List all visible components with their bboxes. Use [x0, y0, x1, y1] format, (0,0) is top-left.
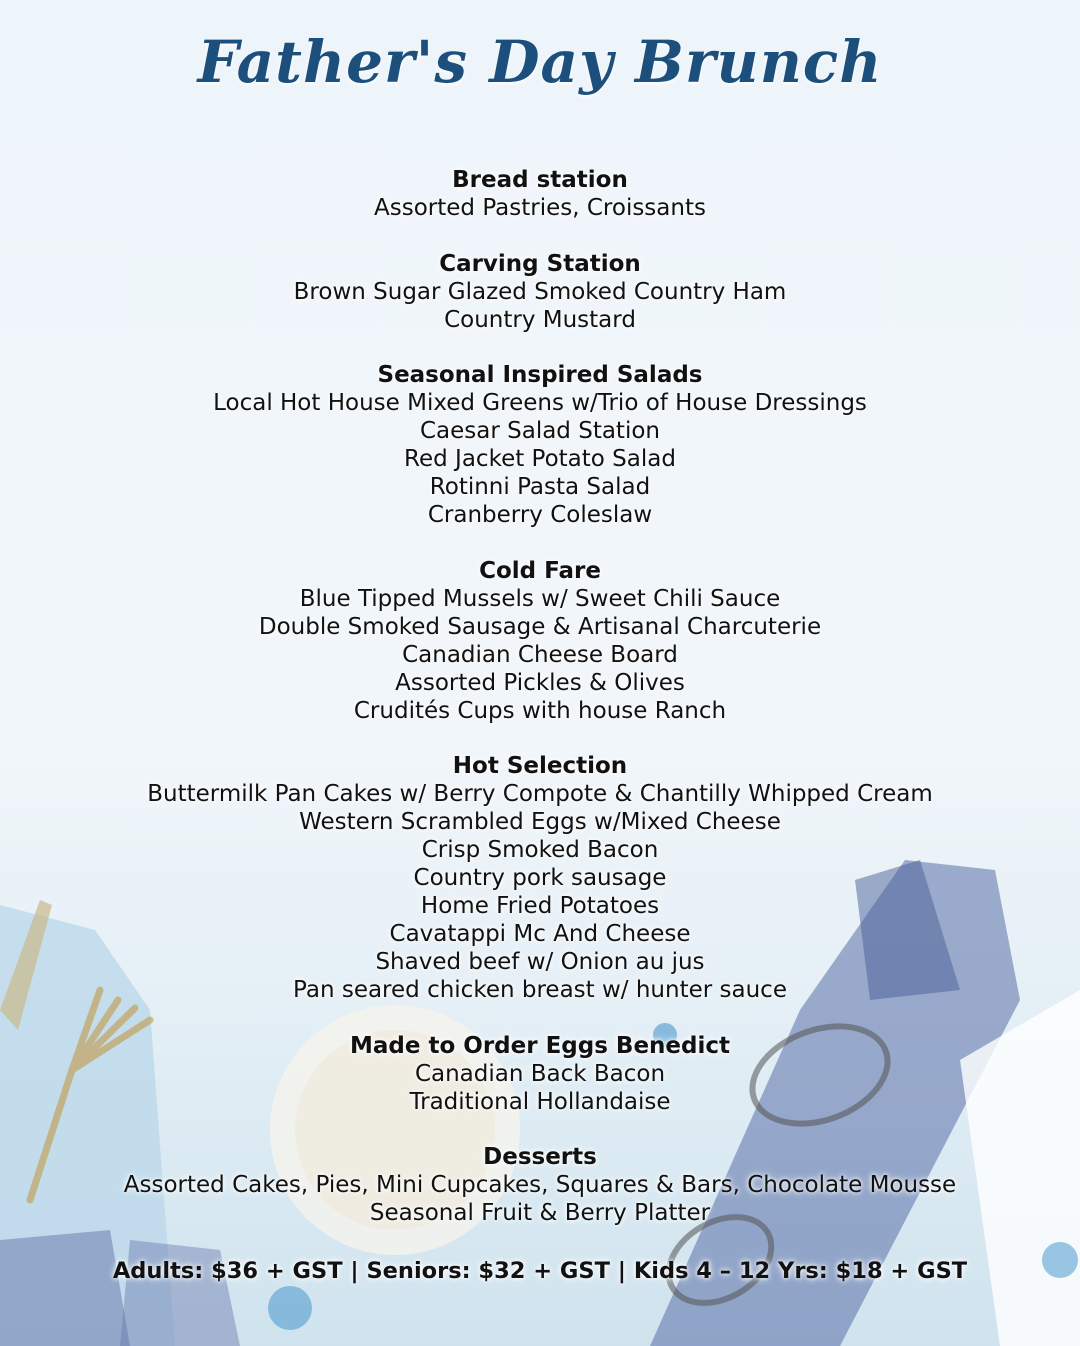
menu-item: Pan seared chicken breast w/ hunter sauce [293, 977, 787, 1003]
menu-item: Crudités Cups with house Ranch [353, 697, 727, 724]
menu-item: Cranberry Coleslaw [427, 502, 653, 528]
menu-item: Buttermilk Pan Cakes w/ Berry Compote & Chantilly Whipped Cream [147, 781, 933, 807]
menu-item: Seasonal Fruit & Berry Platter [369, 1200, 711, 1226]
section-heading: Seasonal Inspired Salads [377, 362, 703, 388]
menu-item: Home Fried Potatoes [420, 893, 660, 919]
page-title: Father's Day Brunch [197, 28, 883, 96]
menu-item: Cavatappi Mc And Cheese [389, 921, 691, 947]
menu-section [0, 557, 1080, 725]
menu-item: Caesar Salad Station [419, 418, 660, 444]
section-heading: Cold Fare [479, 557, 601, 584]
menu-section [0, 1143, 1080, 1227]
menu-item: Brown Sugar Glazed Smoked Country Ham [293, 278, 787, 305]
menu-item: Western Scrambled Eggs w/Mixed Cheese [299, 809, 781, 835]
menu-item: Country Mustard [444, 306, 636, 333]
pricing-line: Adults: $36 + GST | Seniors: $32 + GST | Kids 4 – 12 Yrs: $18 + GST [112, 1258, 968, 1284]
menu-item: Canadian Cheese Board [402, 641, 678, 668]
menu-item: Assorted Cakes, Pies, Mini Cupcakes, Squares & Bars, Chocolate Mousse [123, 1172, 957, 1198]
menu-list [0, 166, 1080, 1255]
menu-section [0, 361, 1080, 529]
menu-section [0, 250, 1080, 334]
section-heading: Desserts [483, 1144, 597, 1170]
menu-item: Canadian Back Bacon [414, 1060, 666, 1087]
section-heading: Made to Order Eggs Benedict [349, 1032, 730, 1059]
menu-item: Rotinni Pasta Salad [429, 474, 651, 500]
menu-item: Assorted Pickles & Olives [395, 669, 685, 696]
section-heading: Carving Station [439, 250, 641, 277]
menu-section [0, 1032, 1080, 1116]
menu-item: Double Smoked Sausage & Artisanal Charcuterie [258, 613, 822, 640]
heart-decoration [268, 1286, 312, 1330]
section-heading: Hot Selection [452, 753, 628, 779]
menu-item: Shaved beef w/ Onion au jus [375, 949, 705, 975]
menu-item: Crisp Smoked Bacon [421, 837, 659, 863]
menu-item: Red Jacket Potato Salad [404, 446, 676, 472]
menu-section [0, 752, 1080, 1004]
menu-item: Blue Tipped Mussels w/ Sweet Chili Sauce [299, 585, 781, 612]
section-heading: Bread station [452, 167, 628, 193]
menu-item: Local Hot House Mixed Greens w/Trio of House Dressings [213, 390, 867, 416]
menu-item: Traditional Hollandaise [409, 1088, 671, 1115]
menu-section [0, 166, 1080, 222]
menu-item: Country pork sausage [413, 865, 667, 891]
menu-item: Assorted Pastries, Croissants [374, 195, 706, 221]
